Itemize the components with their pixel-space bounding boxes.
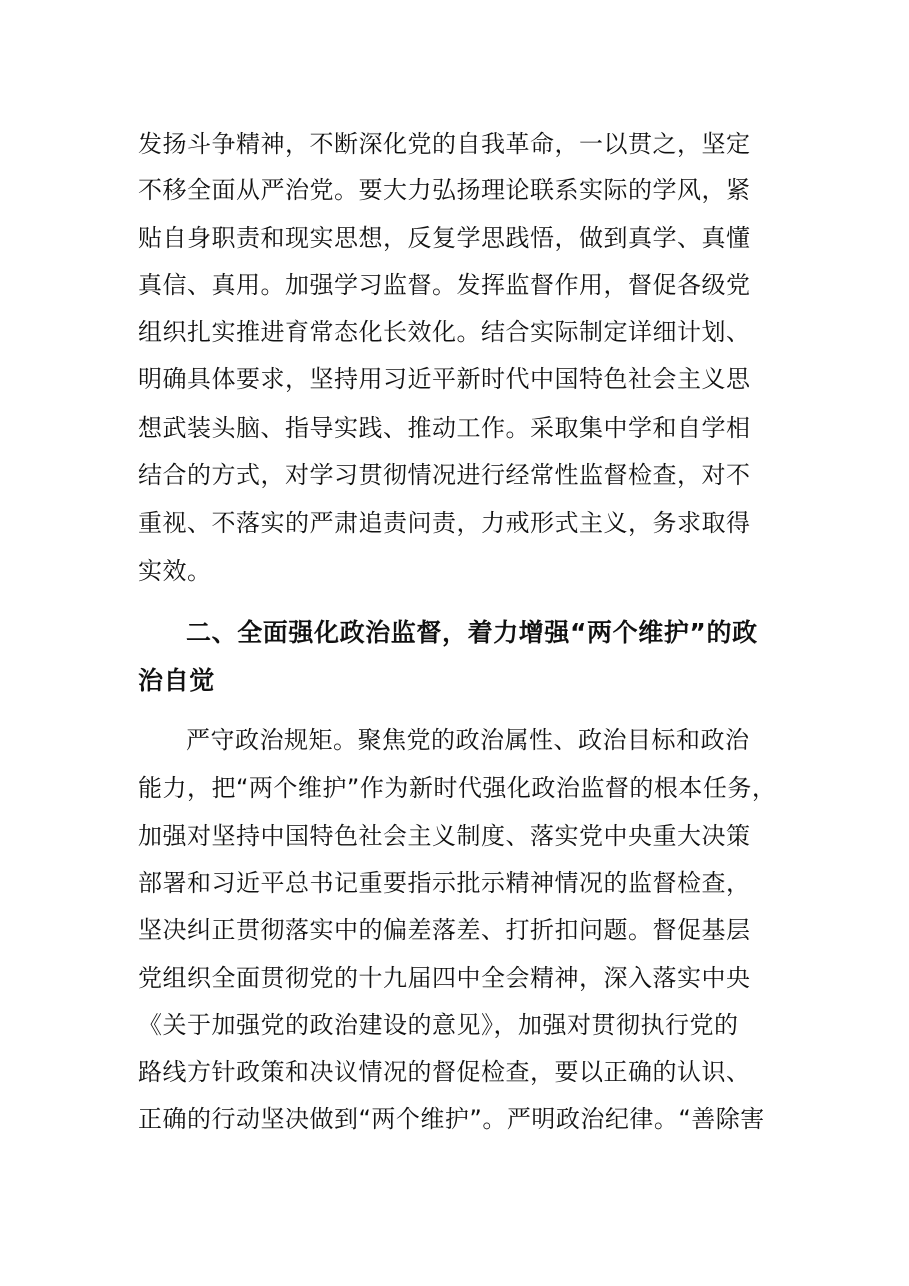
- paragraph-line: 部署和习近平总书记重要指示批示精神情况的监督检查，: [138, 869, 751, 897]
- paragraph-line: 重视、不落实的严肃追责问责，力戒形式主义，务求取得: [138, 509, 751, 537]
- paragraph-line: 党组织全面贯彻党的十九届四中全会精神，深入落实中央: [138, 964, 751, 992]
- paragraph-line: 不移全面从严治党。要大力弘扬理论联系实际的学风，紧: [138, 176, 751, 204]
- paragraph-line: 加强对坚持中国特色社会主义制度、落实党中央重大决策: [138, 822, 751, 850]
- paragraph-line: 《关于加强党的政治建设的意见》，加强对贯彻执行党的: [138, 1011, 739, 1039]
- paragraph-line: 真信、真用。加强学习监督。发挥监督作用，督促各级党: [138, 271, 751, 299]
- paragraph-line: 能力，把“两个维护”作为新时代强化政治监督的根本任务，: [138, 774, 777, 802]
- paragraph-line: 结合的方式，对学习贯彻情况进行经常性监督检查，对不: [138, 461, 751, 489]
- paragraph-line: 发扬斗争精神，不断深化党的自我革命，一以贯之，坚定: [138, 130, 751, 158]
- paragraph-line: 路线方针政策和决议情况的督促检查，要以正确的认识、: [138, 1058, 751, 1086]
- paragraph-line: 实效。: [138, 557, 212, 585]
- paragraph-line: 明确具体要求，坚持用习近平新时代中国特色社会主义思: [138, 365, 751, 393]
- paragraph-line: 严守政治规矩。聚焦党的政治属性、政治目标和政治: [186, 726, 750, 754]
- paragraph-line: 想武装头脑、指导实践、推动工作。采取集中学和自学相: [138, 414, 751, 442]
- paragraph-line: 坚决纠正贯彻落实中的偏差落差、打折扣问题。督促基层: [138, 916, 751, 944]
- paragraph-line: 贴自身职责和现实思想，反复学思践悟，做到真学、真懂: [138, 224, 751, 252]
- section-heading: 二、全面强化政治监督，着力增强“两个维护”的政: [186, 618, 758, 647]
- paragraph-line: 正确的行动坚决做到“两个维护”。严明政治纪律。“善除害: [138, 1105, 765, 1133]
- section-heading: 治自觉: [138, 666, 215, 695]
- paragraph-line: 组织扎实推进育常态化长效化。结合实际制定详细计划、: [138, 318, 751, 346]
